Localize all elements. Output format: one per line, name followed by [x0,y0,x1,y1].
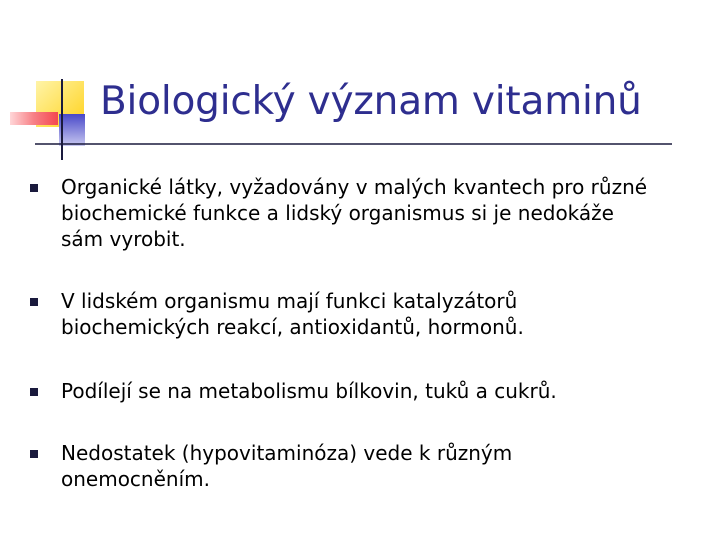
bullet-text: Nedostatek (hypovitaminóza) vede k různým onemocněním. [61,441,513,491]
bullet-text: Podílejí se na metabolismu bílkovin, tuků a cukrů. [61,379,557,403]
square-bullet-icon [30,298,38,306]
slide-title: Biologický význam vitaminů [100,79,642,124]
bullet-text: Organické látky, vyžadovány v malých kvantech pro různé biochemické funkce a lidský organismus si je nedokáže sám vyrobit. [61,175,648,251]
square-bullet-icon [30,388,38,396]
square-bullet-icon [30,450,38,458]
square-bullet-icon [30,184,38,192]
bullet-text: V lidském organismu mají funkci katalyzátorů biochemických reakcí, antioxidantů, hormonů. [61,289,524,339]
